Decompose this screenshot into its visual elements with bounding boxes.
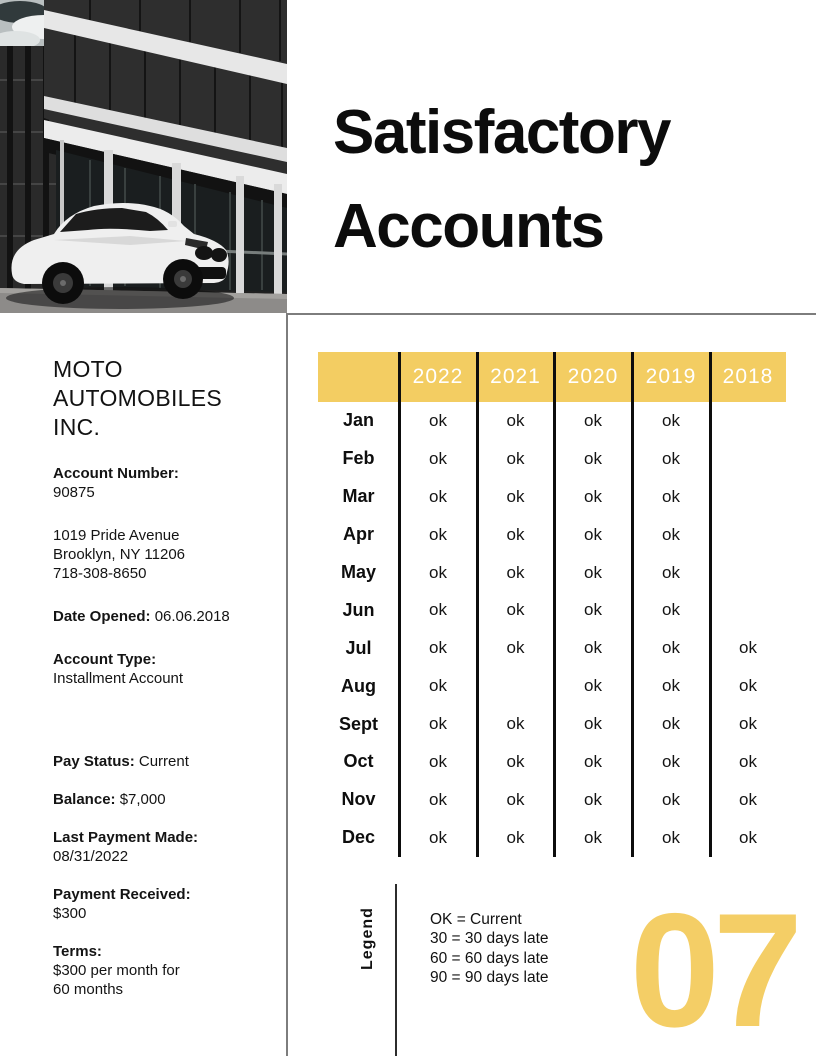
status-cell: ok [584, 524, 602, 544]
status-cell: ok [584, 486, 602, 506]
status-cell: ok [739, 638, 757, 658]
status-cell: ok [506, 410, 525, 430]
field-value-line: Brooklyn, NY 11206 [53, 546, 186, 563]
status-cell: ok [584, 562, 602, 582]
month-label: Jan [342, 410, 375, 431]
status-cell: ok [739, 827, 757, 847]
account-field [53, 885, 251, 923]
status-cell: ok [662, 827, 680, 847]
field-label: Account Number: [53, 465, 179, 482]
table-row [318, 516, 786, 554]
year-header: 2020 [567, 365, 619, 388]
status-cell: ok [429, 789, 447, 809]
status-cell: ok [739, 751, 757, 771]
field-label: Last Payment Made: [53, 829, 199, 846]
table-column-line [553, 352, 556, 857]
status-cell: ok [584, 448, 602, 468]
month-label: Oct [343, 751, 374, 772]
table-row [318, 554, 786, 592]
table-column-line [631, 352, 634, 857]
status-cell: ok [429, 676, 447, 696]
status-cell: ok [506, 827, 525, 847]
status-cell: ok [584, 410, 602, 430]
month-label: Mar [342, 486, 375, 507]
year-header: 2019 [645, 365, 697, 388]
status-cell: ok [584, 600, 602, 620]
field-label: Pay Status: [53, 753, 135, 770]
legend-entries [430, 910, 549, 987]
month-label: Aug [341, 675, 376, 696]
field-value-line: 718-308-8650 [53, 565, 147, 582]
status-cell: ok [662, 410, 680, 430]
legend-label: Legend [359, 907, 376, 971]
legend-entry: 90 = 90 days late [430, 968, 549, 986]
table-body [318, 402, 786, 857]
status-cell: ok [739, 676, 757, 696]
month-label: Feb [342, 448, 375, 469]
legend-entry: 60 = 60 days late [430, 949, 549, 967]
status-cell: ok [662, 562, 680, 582]
month-label: Sept [338, 713, 378, 734]
field-value: 08/31/2022 [53, 848, 129, 865]
status-cell: ok [662, 638, 680, 658]
table-row [318, 667, 786, 705]
field-label: Payment Received: [53, 886, 191, 903]
table-column-line [709, 352, 712, 857]
table-row [318, 629, 786, 667]
status-cell: ok [506, 789, 525, 809]
legend-divider [395, 884, 397, 1056]
legend-entry: OK = Current [430, 911, 522, 928]
table-row [318, 478, 786, 516]
account-field [53, 828, 251, 866]
field-value: 90875 [53, 484, 95, 501]
account-field [53, 942, 251, 999]
status-cell: ok [506, 448, 525, 468]
field-value: $7,000 [119, 791, 166, 808]
month-label: May [340, 562, 376, 582]
field-label: Terms: [53, 943, 102, 960]
status-cell: ok [739, 714, 757, 734]
status-cell: ok [506, 714, 525, 734]
field-value: Installment Account [53, 670, 184, 687]
table-row [318, 781, 786, 819]
table-row [318, 743, 786, 781]
status-cell: ok [429, 600, 447, 620]
status-cell: ok [429, 410, 447, 430]
status-cell: ok [429, 714, 447, 734]
year-header: 2018 [722, 365, 774, 388]
table-row [318, 705, 786, 743]
status-cell: ok [584, 751, 602, 771]
status-cell: ok [506, 562, 525, 582]
status-cell: ok [662, 676, 680, 696]
status-cell: ok [429, 638, 447, 658]
year-header: 2022 [412, 365, 464, 388]
table-header-row [318, 352, 786, 402]
status-cell: ok [584, 827, 602, 847]
account-field [53, 464, 251, 502]
field-value: $300 [53, 905, 87, 922]
field-label: Balance: [53, 791, 116, 808]
legend-entry: 30 = 30 days late [430, 930, 549, 948]
car-photo-illustration [0, 0, 287, 313]
field-label: Account Type: [53, 651, 157, 668]
field-value-line: 1019 Pride Avenue [53, 527, 180, 544]
status-cell: ok [662, 751, 680, 771]
table-row [318, 440, 786, 478]
status-cell: ok [429, 448, 447, 468]
status-cell: ok [662, 524, 680, 544]
table-row [318, 591, 786, 629]
account-field [53, 607, 251, 626]
table-column-line [476, 352, 479, 857]
year-header: 2021 [490, 365, 541, 388]
status-cell: ok [739, 789, 757, 809]
company-name: MOTO AUTOMOBILES INC. [53, 356, 223, 440]
table-row [318, 402, 786, 440]
month-label: Apr [343, 524, 374, 545]
car-photo [0, 0, 287, 313]
month-label: Jul [345, 637, 372, 658]
account-fields [53, 464, 251, 999]
vertical-divider [286, 313, 288, 1056]
field-value: 06.06.2018 [154, 608, 230, 625]
account-field [53, 650, 251, 688]
status-cell: ok [584, 676, 602, 696]
month-label: Dec [341, 827, 376, 848]
status-cell: ok [429, 827, 447, 847]
status-cell: ok [662, 600, 680, 620]
horizontal-divider [286, 313, 816, 315]
account-sidebar [53, 355, 251, 1018]
payment-history-table [318, 352, 786, 857]
page-number: 07 [629, 880, 796, 1056]
status-cell: ok [429, 751, 447, 771]
month-label: Jun [342, 599, 375, 620]
status-cell: ok [506, 751, 525, 771]
field-value: Current [138, 753, 189, 770]
field-value-line: 60 months [53, 981, 124, 998]
status-cell: ok [429, 524, 447, 544]
status-cell: ok [429, 486, 447, 506]
account-field [53, 752, 251, 771]
status-cell: ok [662, 486, 680, 506]
status-cell: ok [584, 789, 602, 809]
status-cell: ok [506, 600, 525, 620]
table-row [318, 819, 786, 857]
status-cell: ok [506, 486, 525, 506]
status-cell: ok [506, 638, 525, 658]
status-cell: ok [662, 714, 680, 734]
status-cell: ok [506, 524, 525, 544]
month-label: Nov [341, 789, 376, 810]
account-field [53, 790, 251, 809]
field-label: Date Opened: [53, 608, 151, 625]
status-cell: ok [429, 562, 447, 582]
field-value-line: $300 per month for [53, 962, 180, 979]
status-cell: ok [584, 638, 602, 658]
table-column-line [398, 352, 401, 857]
status-cell: ok [662, 448, 680, 468]
status-cell: ok [584, 714, 602, 734]
status-cell: ok [662, 789, 680, 809]
account-field [53, 526, 251, 583]
page-title: Satisfactory Accounts [333, 98, 670, 261]
